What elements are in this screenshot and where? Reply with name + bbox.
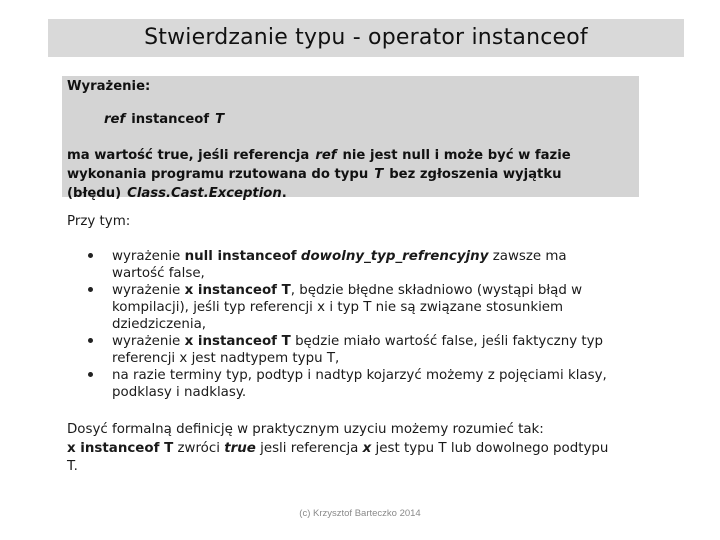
title-bar bbox=[48, 19, 684, 57]
desc-text: ma wartość true, jeśli referencja bbox=[67, 148, 310, 163]
copyright-footer: (c) Krzysztof Barteczko 2014 bbox=[299, 508, 421, 519]
item-code-italic: dowolny_typ_refrencyjny bbox=[300, 249, 489, 264]
intro-text: Przy tym: bbox=[67, 214, 131, 229]
desc-text: nie jest null i może być w fazie bbox=[342, 148, 571, 163]
summary-text: jest typu T lub dowolnego podtypu bbox=[375, 440, 609, 456]
summary-code: x instanceof T bbox=[67, 440, 174, 456]
list-item bbox=[88, 367, 648, 401]
bullet-icon bbox=[88, 338, 93, 343]
list-item bbox=[88, 333, 648, 367]
item-text: dziedziczenia, bbox=[112, 317, 207, 332]
bullet-icon bbox=[88, 287, 93, 292]
summary-x: x bbox=[362, 440, 372, 456]
desc-text: (błędu) bbox=[67, 186, 122, 201]
summary-paragraph bbox=[67, 421, 608, 477]
summary-line bbox=[67, 440, 608, 459]
item-text: na razie terminy typ, podtyp i nadtyp kojarzyć możemy z pojęciami klasy, bbox=[112, 368, 607, 383]
expr-ref: ref bbox=[104, 112, 126, 127]
item-code: x instanceof T bbox=[184, 283, 291, 298]
expression-label: Wyrażenie: bbox=[67, 79, 151, 94]
item-text: wyrażenie bbox=[112, 283, 181, 298]
expr-type: T bbox=[215, 112, 225, 127]
item-text: kompilacji), jeśli typ referencji x i typ T nie są związane stosunkiem bbox=[112, 300, 564, 315]
desc-text: wykonania programu rzutowana do typu bbox=[67, 167, 369, 182]
bullet-icon bbox=[88, 372, 93, 377]
definition-box bbox=[62, 76, 639, 201]
summary-line: Dosyć formalną definicję w praktycznym uzyciu możemy rozumieć tak: bbox=[67, 422, 544, 437]
item-text: , będzie błędne składniowo (wystąpi błąd w bbox=[290, 283, 583, 298]
slide-title: Stwierdzanie typu - operator instanceof bbox=[144, 25, 588, 50]
desc-exception: Class.Cast.Exception bbox=[127, 186, 282, 201]
desc-text: . bbox=[281, 186, 287, 201]
desc-line-3 bbox=[67, 184, 571, 203]
item-text: zawsze ma bbox=[492, 249, 567, 264]
desc-type: T bbox=[374, 167, 384, 182]
expression-description bbox=[67, 146, 571, 203]
item-text: wyrażenie bbox=[112, 334, 181, 349]
summary-text: jesli referencja bbox=[260, 440, 359, 456]
desc-line-2 bbox=[67, 165, 571, 184]
desc-ref: ref bbox=[315, 148, 337, 163]
list-item bbox=[88, 282, 648, 333]
summary-line: T. bbox=[67, 459, 78, 474]
item-code: null instanceof bbox=[184, 249, 297, 264]
bullet-list bbox=[88, 248, 648, 401]
expr-operator: instanceof bbox=[131, 112, 210, 127]
expression-syntax bbox=[104, 112, 224, 127]
desc-line-1 bbox=[67, 146, 571, 165]
item-text: wartość false, bbox=[112, 266, 205, 281]
summary-true: true bbox=[224, 440, 256, 456]
item-code: x instanceof T bbox=[184, 334, 291, 349]
list-item bbox=[88, 248, 648, 282]
bullet-icon bbox=[88, 253, 93, 258]
item-text: podklasy i nadklasy. bbox=[112, 385, 247, 400]
item-text: referencji x jest nadtypem typu T, bbox=[112, 351, 340, 366]
item-text: będzie miało wartość false, jeśli faktyczny typ bbox=[295, 334, 604, 349]
desc-text: bez zgłoszenia wyjątku bbox=[389, 167, 562, 182]
summary-text: zwróci bbox=[177, 440, 220, 456]
item-text: wyrażenie bbox=[112, 249, 181, 264]
